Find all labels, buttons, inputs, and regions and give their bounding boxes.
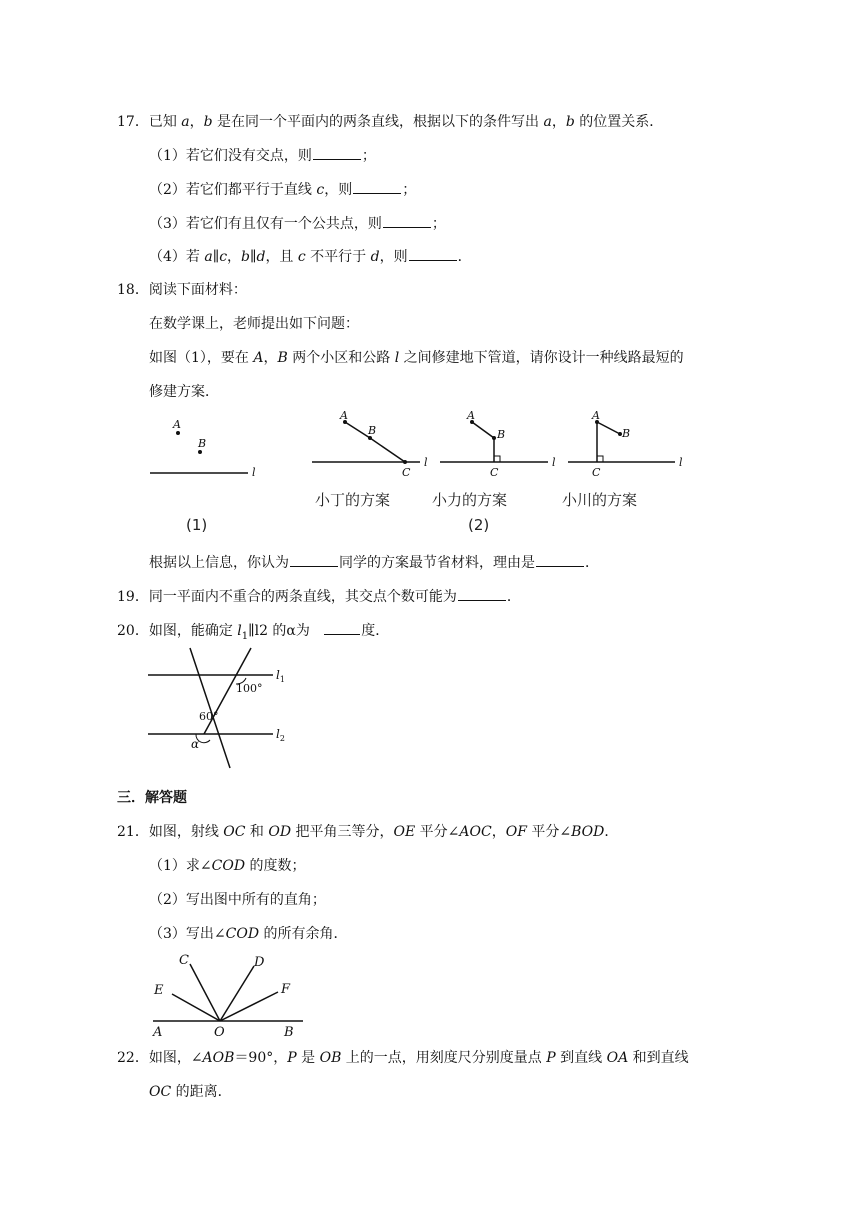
path-ab <box>472 422 494 438</box>
answer-blank[interactable] <box>313 145 361 160</box>
q18-answer: 根据以上信息，你认为 同学的方案最节省材料，理由是 ． <box>149 552 599 573</box>
label-a: A <box>592 409 600 422</box>
q18-stem: 18．阅读下面材料： <box>117 282 247 298</box>
label-f: F <box>281 982 291 997</box>
q22-line1: 22．如图，∠AOB＝90°，P 是 OB 上的一点，用刻度尺分别度量点 P 到直线 OA 和到直线 <box>117 1050 689 1066</box>
q21-sub2: （2）写出图中所有的直角； <box>149 892 326 908</box>
q18-para1: 如图（1），要在 A，B 两个小区和公路 l 之间修建地下管道，请你设计一种线路最短的 <box>149 350 684 366</box>
label-a: A <box>340 409 348 422</box>
q17-sub2: （2）若它们都平行于直线 c，则 ； <box>149 179 416 200</box>
caption-1: (1) <box>186 516 208 534</box>
answer-blank[interactable] <box>383 213 431 228</box>
q20-figure <box>148 648 298 778</box>
label-l2: $l_2$ <box>276 727 285 743</box>
label-b: B <box>622 427 631 440</box>
label-b: B <box>497 428 506 441</box>
plan-label-2: 小力的方案 <box>432 491 508 509</box>
answer-blank[interactable] <box>324 620 360 635</box>
answer-blank[interactable] <box>536 552 584 567</box>
label-b: B <box>368 424 377 437</box>
label-d: D <box>254 955 265 970</box>
answer-blank[interactable] <box>409 246 457 261</box>
answer-blank[interactable] <box>290 552 338 567</box>
label-l: l <box>424 456 428 469</box>
angle-alpha-label: α <box>191 737 200 751</box>
q17-sub1: （1）若它们没有交点，则 ； <box>149 145 376 166</box>
label-l: l <box>552 456 556 469</box>
q21-stem: 21．如图，射线 OC 和 OD 把平角三等分，OE 平分∠AOC，OF 平分∠BOD． <box>117 824 619 840</box>
label-b: B <box>284 1025 294 1040</box>
answer-blank[interactable] <box>458 586 506 601</box>
answer-blank[interactable] <box>353 179 401 194</box>
q22-line2: OC 的距离． <box>149 1084 232 1100</box>
q21-figure <box>148 950 318 1040</box>
q21-sub3: （3）写出∠COD 的所有余角． <box>149 926 348 942</box>
q18-para2: 修建方案． <box>149 384 219 400</box>
section-heading: 三．解答题 <box>117 790 187 806</box>
right-angle-mark <box>597 456 603 462</box>
q19: 19．同一平面内不重合的两条直线，其交点个数可能为 ． <box>117 586 521 607</box>
q18-figure <box>140 410 700 540</box>
point-b <box>198 450 202 454</box>
label-c: C <box>179 953 189 968</box>
point-a <box>176 431 180 435</box>
label-l1: $l_1$ <box>276 668 285 684</box>
label-b: B <box>198 437 207 450</box>
q17-stem: 17．已知 a，b 是在同一个平面内的两条直线，根据以下的条件写出 a，b 的位置关系． <box>117 114 664 130</box>
label-a: A <box>467 409 475 422</box>
q17-sub3: （3）若它们有且仅有一个公共点，则 ； <box>149 213 446 234</box>
point-c <box>403 460 407 464</box>
plan-label-1: 小丁的方案 <box>315 491 391 509</box>
label-o: O <box>214 1025 225 1040</box>
label-a: A <box>173 418 181 431</box>
label-c: C <box>592 466 601 479</box>
right-angle-mark <box>494 456 500 462</box>
point-b <box>492 436 496 440</box>
label-a: A <box>153 1025 163 1040</box>
q20: 20．如图，能确定 $l_1\parallel l2$ 的α为 度． <box>117 620 389 647</box>
path-ab <box>345 422 370 438</box>
q21-sub1: （1）求∠COD 的度数； <box>149 858 306 874</box>
plan-label-3: 小川的方案 <box>562 491 638 509</box>
path-bc <box>370 438 405 462</box>
caption-2: (2) <box>468 516 490 534</box>
path-ab <box>597 422 620 434</box>
q17-sub4: （4）若 a∥c，b∥d，且 c 不平行于 d，则 ． <box>149 246 472 267</box>
label-l: l <box>252 466 256 479</box>
q18-intro: 在数学课上，老师提出如下问题： <box>149 316 359 332</box>
angle-100-label: 100° <box>236 682 263 695</box>
label-c: C <box>490 466 499 479</box>
label-c: C <box>402 466 411 479</box>
angle-60-label: 60° <box>199 710 219 723</box>
label-e: E <box>154 983 164 998</box>
label-l: l <box>679 456 683 469</box>
